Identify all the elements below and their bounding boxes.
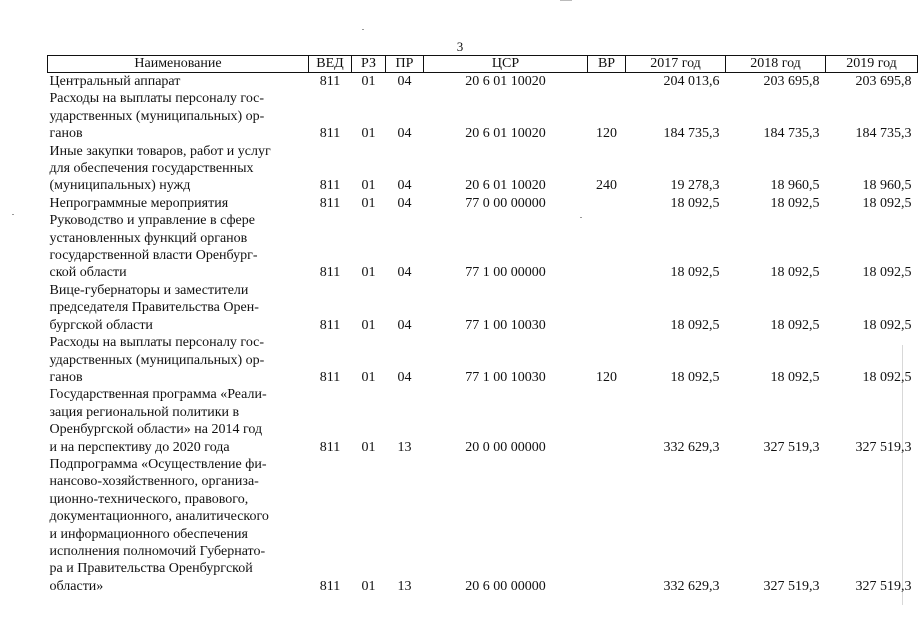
row-amount-2018: 327 519,3 xyxy=(763,439,820,455)
table-row xyxy=(48,195,918,212)
col-header-name: Наименование xyxy=(48,56,309,73)
row-name-line: Расходы на выплаты персоналу гос- xyxy=(49,335,265,351)
table-row xyxy=(48,212,918,282)
row-vr: 120 xyxy=(596,126,617,142)
row-amount-2017: 332 629,3 xyxy=(663,578,720,594)
row-pr: 04 xyxy=(397,195,412,211)
row-amount-2018: 18 092,5 xyxy=(770,369,820,385)
row-ved: 811 xyxy=(319,369,341,385)
row-rz: 01 xyxy=(361,369,376,385)
row-name-line: ударственных (муниципальных) ор- xyxy=(49,108,265,124)
row-vr: 120 xyxy=(596,369,617,385)
row-rz: 01 xyxy=(361,265,376,281)
row-name xyxy=(48,143,309,195)
row-csr: 20 6 01 10020 xyxy=(465,74,546,89)
col-header-2017: 2017 год xyxy=(626,56,726,73)
row-csr: 77 0 00 00000 xyxy=(465,195,546,211)
row-name-line: ционно-технического, правового, xyxy=(49,491,249,507)
row-name-line: (муниципальных) нужд xyxy=(49,178,191,194)
row-amount-2017: 18 092,5 xyxy=(670,195,720,211)
row-rz: 01 xyxy=(361,195,376,211)
row-name-line: для обеспечения государственных xyxy=(49,161,254,177)
col-header-2019: 2019 год xyxy=(826,56,918,73)
row-pr: 13 xyxy=(397,439,412,455)
row-pr: 04 xyxy=(397,265,412,281)
row-name-line: и на перспективу до 2020 года xyxy=(49,439,230,455)
row-amount-2017: 18 092,5 xyxy=(670,369,720,385)
row-csr: 20 6 01 10020 xyxy=(465,126,546,142)
row-amount-2019: 18 092,5 xyxy=(862,317,912,333)
row-name-line: документационного, аналитического xyxy=(49,509,269,525)
row-name xyxy=(48,456,309,595)
table-body xyxy=(48,73,918,596)
row-pr: 04 xyxy=(397,74,412,89)
col-header-2018: 2018 год xyxy=(726,56,826,73)
row-vr xyxy=(588,386,626,456)
col-header-csr: ЦСР xyxy=(424,56,588,73)
row-amount-2019: 18 092,5 xyxy=(862,265,912,281)
row-amount-2019: 327 519,3 xyxy=(855,439,912,455)
row-vr xyxy=(588,73,626,91)
row-name-line: ганов xyxy=(49,126,83,142)
row-name xyxy=(48,90,309,142)
row-rz: 01 xyxy=(361,439,376,455)
row-ved: 811 xyxy=(319,126,341,142)
table-row xyxy=(48,73,918,91)
row-name xyxy=(48,334,309,386)
table-row xyxy=(48,143,918,195)
row-ved: 811 xyxy=(319,439,341,455)
row-name-line: бургской области xyxy=(49,317,153,333)
row-pr: 04 xyxy=(397,126,412,142)
row-name-line: Центральный аппарат xyxy=(49,74,181,89)
row-csr: 77 1 00 10030 xyxy=(465,369,546,385)
col-header-vr: ВР xyxy=(588,56,626,73)
row-name-line: исполнения полномочий Губернато- xyxy=(49,543,266,559)
row-vr xyxy=(588,282,626,334)
row-name-line: Непрограммные мероприятия xyxy=(49,195,229,211)
row-ved: 811 xyxy=(319,317,341,333)
row-name-line: зация региональной политики в xyxy=(49,404,240,420)
row-name-line: ганов xyxy=(49,369,83,385)
table-header-row xyxy=(48,56,918,73)
row-rz: 01 xyxy=(361,178,376,194)
row-name-line: Расходы на выплаты персоналу гос- xyxy=(49,91,265,107)
scan-mark xyxy=(560,0,572,1)
row-name-line: Подпрограмма «Осуществление фи- xyxy=(49,456,267,472)
row-name-line: ской области xyxy=(49,265,127,281)
page-number: 3 xyxy=(456,39,464,54)
row-name-line: Оренбургской области» на 2014 год xyxy=(49,422,263,438)
col-header-ved: ВЕД xyxy=(309,56,352,73)
col-header-rz: РЗ xyxy=(352,56,386,73)
row-name xyxy=(48,386,309,456)
row-amount-2018: 203 695,8 xyxy=(763,74,820,89)
row-name-line: председателя Правительства Орен- xyxy=(49,300,259,316)
row-amount-2018: 327 519,3 xyxy=(763,578,820,594)
row-name-line: Государственная программа «Реали- xyxy=(49,387,267,403)
row-amount-2017: 332 629,3 xyxy=(663,439,720,455)
row-vr xyxy=(588,456,626,595)
row-name-line: Руководство и управление в сфере xyxy=(49,213,255,229)
scan-speck xyxy=(12,214,14,215)
row-pr: 04 xyxy=(397,369,412,385)
row-amount-2019: 18 960,5 xyxy=(862,178,912,194)
row-amount-2019: 184 735,3 xyxy=(855,126,912,142)
col-header-pr: ПР xyxy=(386,56,424,73)
row-name-line: ра и Правительства Оренбургской xyxy=(49,561,253,577)
row-name xyxy=(48,212,309,282)
scan-speck xyxy=(362,29,364,30)
row-name-line: государственной власти Оренбург- xyxy=(49,248,258,264)
row-rz: 01 xyxy=(361,74,376,89)
row-name-line: Вице-губернаторы и заместители xyxy=(49,282,249,298)
row-name xyxy=(48,195,309,212)
budget-table xyxy=(47,55,918,595)
row-rz: 01 xyxy=(361,578,376,594)
row-amount-2019: 18 092,5 xyxy=(862,369,912,385)
row-amount-2017: 184 735,3 xyxy=(663,126,720,142)
row-name-line: области» xyxy=(49,578,104,594)
table-row xyxy=(48,456,918,595)
row-amount-2017: 204 013,6 xyxy=(663,74,720,89)
row-name-line: Иные закупки товаров, работ и услуг xyxy=(49,143,271,159)
row-vr: 240 xyxy=(596,178,617,194)
row-csr: 20 6 01 10020 xyxy=(465,178,546,194)
row-amount-2018: 18 092,5 xyxy=(770,317,820,333)
row-name xyxy=(48,282,309,334)
table-row xyxy=(48,90,918,142)
row-amount-2017: 18 092,5 xyxy=(670,265,720,281)
row-pr: 04 xyxy=(397,317,412,333)
row-vr xyxy=(588,212,626,282)
row-amount-2018: 18 092,5 xyxy=(770,195,820,211)
table-row xyxy=(48,334,918,386)
row-ved: 811 xyxy=(319,74,341,89)
table-row xyxy=(48,386,918,456)
row-pr: 13 xyxy=(397,578,412,594)
row-ved: 811 xyxy=(319,265,341,281)
row-amount-2017: 19 278,3 xyxy=(670,178,720,194)
row-name-line: установленных функций органов xyxy=(49,230,248,246)
row-amount-2018: 18 092,5 xyxy=(770,265,820,281)
row-rz: 01 xyxy=(361,126,376,142)
row-ved: 811 xyxy=(319,578,341,594)
row-csr: 20 0 00 00000 xyxy=(465,439,546,455)
row-amount-2018: 184 735,3 xyxy=(763,126,820,142)
row-pr: 04 xyxy=(397,178,412,194)
table-row xyxy=(48,282,918,334)
row-amount-2019: 18 092,5 xyxy=(862,195,912,211)
row-vr xyxy=(588,195,626,212)
row-amount-2019: 327 519,3 xyxy=(855,578,912,594)
row-amount-2017: 18 092,5 xyxy=(670,317,720,333)
row-name-line: нансово-хозяйственного, организа- xyxy=(49,474,259,490)
row-name-line: и информационного обеспечения xyxy=(49,526,248,542)
row-ved: 811 xyxy=(319,195,341,211)
row-ved: 811 xyxy=(319,178,341,194)
row-csr: 77 1 00 00000 xyxy=(465,265,546,281)
row-name-line: ударственных (муниципальных) ор- xyxy=(49,352,265,368)
row-csr: 20 6 00 00000 xyxy=(465,578,546,594)
row-amount-2018: 18 960,5 xyxy=(770,178,820,194)
row-amount-2019: 203 695,8 xyxy=(855,74,912,89)
row-rz: 01 xyxy=(361,317,376,333)
row-name xyxy=(48,73,309,91)
row-csr: 77 1 00 10030 xyxy=(465,317,546,333)
